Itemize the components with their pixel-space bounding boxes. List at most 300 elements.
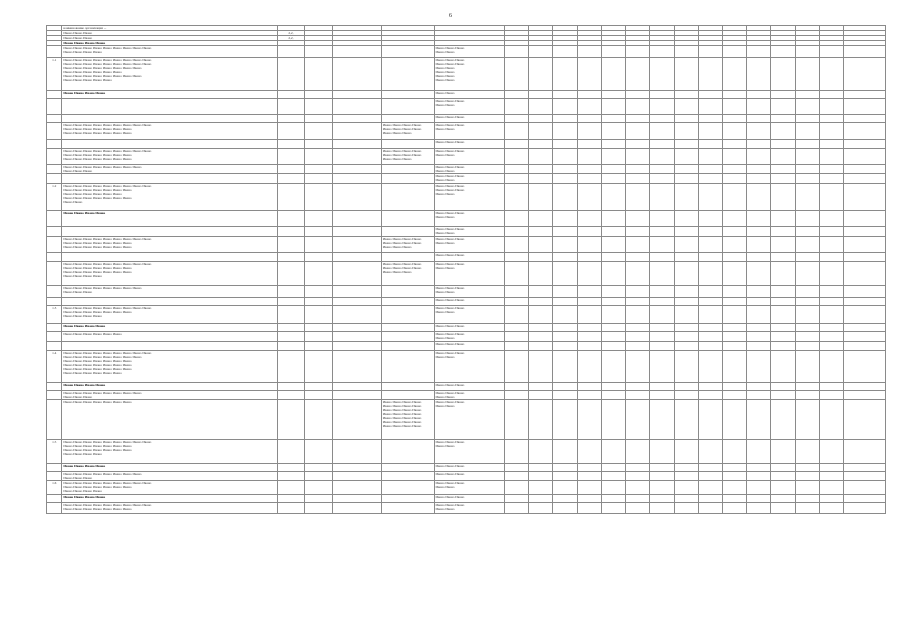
table-cell: Ивано Ивано Ивано Ивано Ивано <box>434 400 504 440</box>
table-cell <box>650 165 674 174</box>
table-cell <box>626 91 650 99</box>
table-cell <box>333 391 381 400</box>
table-cell <box>278 440 304 464</box>
table-cell <box>601 237 625 253</box>
table-cell <box>844 165 886 174</box>
table-cell <box>553 58 577 91</box>
table-cell <box>333 464 381 472</box>
table-cell <box>278 211 304 227</box>
table-cell <box>844 383 886 391</box>
table-row <box>47 342 886 351</box>
table-cell <box>577 115 601 123</box>
table-cell <box>529 253 553 262</box>
table-cell <box>278 123 304 140</box>
table-cell <box>333 400 381 440</box>
table-cell <box>304 184 333 211</box>
table-cell <box>626 140 650 149</box>
table-cell <box>278 91 304 99</box>
table-cell <box>601 464 625 472</box>
table-cell: Ивано Ивано Ивано Ивано Ивано Ивано Ивано Ивано Ивано Ивано Ивано Ивано Ивано Ивано Ивано Ивано Ивано Ивано Ивано Ивано Ивано Ивано Ивано Ивано Ивано Ивано Ивано <box>62 262 278 286</box>
table-cell <box>333 174 381 184</box>
table-cell <box>674 227 698 237</box>
table-cell <box>601 332 625 342</box>
table-cell <box>819 332 843 342</box>
table-cell <box>333 99 381 115</box>
table-cell <box>529 123 553 140</box>
table-cell <box>747 324 771 332</box>
table-cell <box>626 262 650 286</box>
table-cell <box>771 46 795 58</box>
table-cell <box>304 495 333 503</box>
table-cell <box>601 46 625 58</box>
table-cell <box>504 237 528 253</box>
table-cell <box>698 237 722 253</box>
table-cell <box>747 58 771 91</box>
table-cell <box>333 253 381 262</box>
table-cell <box>304 298 333 306</box>
table-cell <box>674 262 698 286</box>
table-cell <box>381 253 434 262</box>
table-cell <box>626 332 650 342</box>
table-cell <box>529 472 553 481</box>
table-cell <box>795 46 819 58</box>
table-cell <box>553 211 577 227</box>
table-cell <box>674 140 698 149</box>
table-cell <box>626 211 650 227</box>
table-cell <box>626 184 650 211</box>
table-cell <box>381 464 434 472</box>
table-cell: Ивано Ивано Ивано Ивано Ивано <box>434 174 504 184</box>
table-cell <box>504 324 528 332</box>
table-row <box>47 383 886 391</box>
table-cell <box>747 227 771 237</box>
table-cell <box>577 503 601 514</box>
table-cell <box>47 495 62 503</box>
table-cell <box>747 342 771 351</box>
table-cell <box>819 286 843 298</box>
table-row <box>47 184 886 211</box>
table-cell <box>771 227 795 237</box>
table-cell <box>722 495 746 503</box>
table-cell <box>747 211 771 227</box>
table-cell <box>333 91 381 99</box>
table-cell <box>278 332 304 342</box>
table-cell: Ивано Ивано Ивано Ивано Ивано Ивано Ивано Ивано Ивано Ивано Ивано Ивано Ивано Ивано Ивано Ивано Ивано Ивано Ивано Ивано Ивано Ивано Ивано <box>62 237 278 253</box>
table-cell <box>819 165 843 174</box>
table-cell <box>819 46 843 58</box>
table-cell <box>771 286 795 298</box>
table-cell <box>381 342 434 351</box>
table-cell <box>529 440 553 464</box>
table-cell <box>747 298 771 306</box>
table-cell <box>577 165 601 174</box>
table-cell <box>529 324 553 332</box>
table-row <box>47 262 886 286</box>
table-cell <box>747 99 771 115</box>
table-cell <box>278 464 304 472</box>
table-cell: Ивано Ивано Ивано Ивано Ивано <box>434 237 504 253</box>
table-cell <box>795 400 819 440</box>
table-cell <box>747 174 771 184</box>
table-cell <box>626 123 650 140</box>
table-cell <box>698 332 722 342</box>
table-cell <box>529 237 553 253</box>
table-row <box>47 286 886 298</box>
table-cell <box>650 262 674 286</box>
table-cell: Ивано Ивано Ивано Ивано <box>62 495 278 503</box>
table-cell <box>504 149 528 165</box>
table-cell <box>333 58 381 91</box>
table-cell <box>722 400 746 440</box>
table-cell <box>504 400 528 440</box>
table-cell <box>333 481 381 495</box>
table-cell <box>698 342 722 351</box>
table-cell <box>795 464 819 472</box>
table-cell <box>333 472 381 481</box>
table-cell: Ивано Ивано Ивано Ивано Ивано Ивано <box>62 332 278 342</box>
table-cell <box>47 383 62 391</box>
table-cell <box>674 481 698 495</box>
table-cell: Ивано Ивано Ивано Ивано Ивано Ивано Ивано Ивано Ивано Ивано Ивано <box>381 123 434 140</box>
table-cell <box>650 286 674 298</box>
table-cell <box>650 351 674 383</box>
table-cell <box>47 391 62 400</box>
table-cell <box>47 115 62 123</box>
table-cell <box>844 503 886 514</box>
table-cell <box>747 472 771 481</box>
table-cell <box>304 324 333 332</box>
table-cell <box>722 165 746 174</box>
table-cell <box>674 149 698 165</box>
table-cell <box>601 440 625 464</box>
table-cell <box>722 383 746 391</box>
table-cell <box>504 58 528 91</box>
table-cell <box>577 46 601 58</box>
table-cell <box>674 503 698 514</box>
table-cell <box>722 306 746 324</box>
table-cell <box>626 298 650 306</box>
table-cell <box>304 383 333 391</box>
table-cell <box>674 58 698 91</box>
table-cell: Ивано Ивано Ивано <box>62 36 278 41</box>
table-cell <box>747 91 771 99</box>
table-cell <box>844 58 886 91</box>
table-cell <box>304 286 333 298</box>
table-cell <box>278 115 304 123</box>
table-cell <box>844 174 886 184</box>
table-cell <box>844 440 886 464</box>
table-row <box>47 440 886 464</box>
table-cell <box>795 58 819 91</box>
table-cell <box>577 400 601 440</box>
table-cell <box>819 237 843 253</box>
table-cell <box>529 464 553 472</box>
table-cell: Ивано Ивано Ивано <box>434 115 504 123</box>
table-cell <box>819 115 843 123</box>
table-cell <box>381 472 434 481</box>
table-cell <box>819 174 843 184</box>
table-cell <box>674 306 698 324</box>
table-cell <box>553 440 577 464</box>
table-cell <box>819 481 843 495</box>
table-cell <box>626 165 650 174</box>
table-cell <box>747 286 771 298</box>
table-cell <box>504 140 528 149</box>
table-cell <box>795 324 819 332</box>
table-cell <box>722 351 746 383</box>
table-cell: Ивано Ивано Ивано Ивано Ивано <box>434 149 504 165</box>
table-cell <box>698 495 722 503</box>
table-cell <box>698 115 722 123</box>
table-cell <box>771 332 795 342</box>
table-cell <box>504 503 528 514</box>
table-cell <box>278 342 304 351</box>
table-cell <box>304 46 333 58</box>
table-cell: Ивано Ивано Ивано <box>434 342 504 351</box>
table-cell <box>771 237 795 253</box>
table-cell <box>722 342 746 351</box>
table-cell: Ивано Ивано Ивано Ивано <box>62 41 278 46</box>
table-cell <box>747 464 771 472</box>
table-cell <box>626 391 650 400</box>
table-cell <box>333 140 381 149</box>
table-cell <box>47 237 62 253</box>
table-cell <box>747 237 771 253</box>
table-cell <box>626 440 650 464</box>
table-cell <box>844 481 886 495</box>
table-cell <box>771 149 795 165</box>
table-cell <box>747 184 771 211</box>
table-cell <box>333 324 381 332</box>
table-cell <box>504 99 528 115</box>
table-cell <box>674 237 698 253</box>
table-cell <box>795 383 819 391</box>
table-cell <box>333 351 381 383</box>
table-cell: Ивано Ивано Ивано Ивано Ивано Ивано Ивано Ивано Ивано Ивано Ивано Ивано Ивано Ивано Ивано Ивано Ивано Ивано Ивано Ивано Ивано Ивано Ивано <box>62 123 278 140</box>
table-cell: Ивано Ивано Ивано <box>434 140 504 149</box>
table-cell <box>819 227 843 237</box>
table-cell <box>844 149 886 165</box>
table-cell <box>278 351 304 383</box>
table-cell <box>698 298 722 306</box>
table-cell <box>795 253 819 262</box>
table-cell <box>278 503 304 514</box>
table-cell <box>278 495 304 503</box>
table-row <box>47 149 886 165</box>
table-cell <box>771 351 795 383</box>
table-cell <box>795 332 819 342</box>
table-cell <box>626 149 650 165</box>
table-row <box>47 306 886 324</box>
table-cell <box>278 227 304 237</box>
table-cell <box>529 58 553 91</box>
table-cell <box>333 440 381 464</box>
table-cell <box>698 184 722 211</box>
table-cell <box>698 149 722 165</box>
table-cell <box>795 342 819 351</box>
table-cell <box>771 99 795 115</box>
table-cell <box>278 262 304 286</box>
table-cell <box>278 140 304 149</box>
table-row <box>47 174 886 184</box>
table-cell <box>504 383 528 391</box>
table-cell <box>47 99 62 115</box>
table-cell <box>601 351 625 383</box>
table-cell <box>747 332 771 342</box>
table-cell: 1.2 <box>47 184 62 211</box>
table-cell <box>278 237 304 253</box>
table-cell <box>626 286 650 298</box>
table-cell <box>819 123 843 140</box>
table-cell: 1.6 <box>47 481 62 495</box>
table-cell <box>47 91 62 99</box>
table-cell <box>47 123 62 140</box>
table-cell <box>626 342 650 351</box>
table-cell <box>819 440 843 464</box>
table-cell <box>333 298 381 306</box>
table-cell <box>504 481 528 495</box>
table-cell <box>529 140 553 149</box>
table-cell <box>698 351 722 383</box>
table-cell <box>795 351 819 383</box>
table-cell: 1.3 <box>47 306 62 324</box>
table-cell <box>698 46 722 58</box>
table-cell <box>844 140 886 149</box>
table-cell: Ивано Ивано <box>434 91 504 99</box>
table-cell <box>304 174 333 184</box>
table-cell <box>722 472 746 481</box>
table-cell <box>278 46 304 58</box>
table-cell <box>747 383 771 391</box>
table-cell <box>698 383 722 391</box>
table-cell <box>722 253 746 262</box>
table-cell <box>529 227 553 237</box>
table-cell <box>553 332 577 342</box>
table-cell <box>504 391 528 400</box>
table-cell <box>674 342 698 351</box>
table-cell <box>529 174 553 184</box>
table-cell <box>747 306 771 324</box>
table-cell <box>674 115 698 123</box>
table-cell <box>650 332 674 342</box>
table-cell: Ивано Ивано Ивано Ивано Ивано Ивано Ивано Ивано Ивано Ивано Ивано Ивано Ивано Ивано Ивано Ивано Ивано Ивано Ивано Ивано Ивано Ивано Ивано Ивано Ивано Ивано Ивано Ивано Ивано Ивано Ивано Ивано Ивано Ивано Ивано Ивано Ивано Ивано Ивано Ивано Ивано Ивано Ивано Ивано Ивано <box>62 58 278 91</box>
table-cell <box>577 440 601 464</box>
table-row <box>47 495 886 503</box>
table-cell <box>844 123 886 140</box>
table-cell <box>698 464 722 472</box>
table-cell <box>795 211 819 227</box>
table-cell <box>626 306 650 324</box>
table-cell <box>819 495 843 503</box>
table-cell <box>601 99 625 115</box>
table-cell: Ивано Ивано Ивано Ивано Ивано Ивано Ивано Ивано Ивано Ивано Ивано Ивано Ивано <box>62 46 278 58</box>
table-cell <box>698 165 722 174</box>
table-cell <box>747 400 771 440</box>
table-cell <box>674 253 698 262</box>
table-cell <box>529 91 553 99</box>
table-cell <box>674 391 698 400</box>
table-cell <box>747 351 771 383</box>
table-cell <box>304 99 333 115</box>
table-cell <box>504 332 528 342</box>
table-cell <box>601 253 625 262</box>
table-cell: Ивано Ивано Ивано <box>62 31 278 36</box>
table-cell <box>795 298 819 306</box>
table-cell <box>819 262 843 286</box>
table-cell <box>577 227 601 237</box>
table-cell <box>553 184 577 211</box>
table-cell <box>674 383 698 391</box>
table-cell <box>278 324 304 332</box>
table-cell <box>819 351 843 383</box>
table-cell <box>674 46 698 58</box>
table-cell <box>333 332 381 342</box>
table-cell <box>819 99 843 115</box>
table-cell <box>674 211 698 227</box>
table-cell <box>278 383 304 391</box>
table-cell <box>698 174 722 184</box>
table-row <box>47 332 886 342</box>
table-cell <box>47 472 62 481</box>
table-cell <box>304 306 333 324</box>
table-cell <box>381 165 434 174</box>
table-row <box>47 58 886 91</box>
table-cell <box>553 400 577 440</box>
table-cell: Ивано Ивано Ивано Ивано Ивано <box>434 481 504 495</box>
table-cell <box>722 46 746 58</box>
table-cell <box>553 342 577 351</box>
table-cell: Ивано Ивано Ивано Ивано Ивано Ивано Ивано Ивано Ивано Ивано Ивано <box>62 165 278 174</box>
table-cell <box>601 262 625 286</box>
table-cell <box>278 391 304 400</box>
table-cell <box>650 306 674 324</box>
table-row <box>47 99 886 115</box>
table-cell <box>795 123 819 140</box>
table-cell <box>771 184 795 211</box>
table-cell <box>553 174 577 184</box>
table-cell: Ивано Ивано Ивано Ивано Ивано Ивано Ивано Ивано Ивано Ивано Ивано Ивано Ивано Ивано Ивано Ивано Ивано Ивано Ивано Ивано <box>62 481 278 495</box>
table-cell <box>819 324 843 332</box>
table-cell <box>795 227 819 237</box>
table-cell <box>722 140 746 149</box>
table-cell <box>601 472 625 481</box>
table-cell <box>278 306 304 324</box>
table-cell <box>529 351 553 383</box>
table-cell <box>601 165 625 174</box>
table-cell <box>771 400 795 440</box>
table-cell <box>553 99 577 115</box>
table-cell: Ивано Ивано Ивано Ивано Ивано Ивано Ивано Ивано <box>434 184 504 211</box>
table-cell <box>674 400 698 440</box>
table-cell: Ивано Ивано Ивано Ивано <box>62 383 278 391</box>
table-cell <box>844 495 886 503</box>
table-cell <box>722 123 746 140</box>
table-cell <box>304 253 333 262</box>
table-cell: Ивано Ивано Ивано Ивано Ивано Ивано Ивано Ивано Ивано Ивано Ивано <box>62 391 278 400</box>
table-cell: 2,2, <box>278 36 304 41</box>
table-cell <box>577 253 601 262</box>
table-cell <box>795 481 819 495</box>
table-cell <box>844 211 886 227</box>
table-cell <box>626 46 650 58</box>
table-cell <box>333 262 381 286</box>
table-cell <box>577 286 601 298</box>
table-cell <box>47 149 62 165</box>
page-number: 6 <box>449 13 452 19</box>
table-cell <box>47 464 62 472</box>
table-cell <box>577 149 601 165</box>
table-cell <box>278 472 304 481</box>
